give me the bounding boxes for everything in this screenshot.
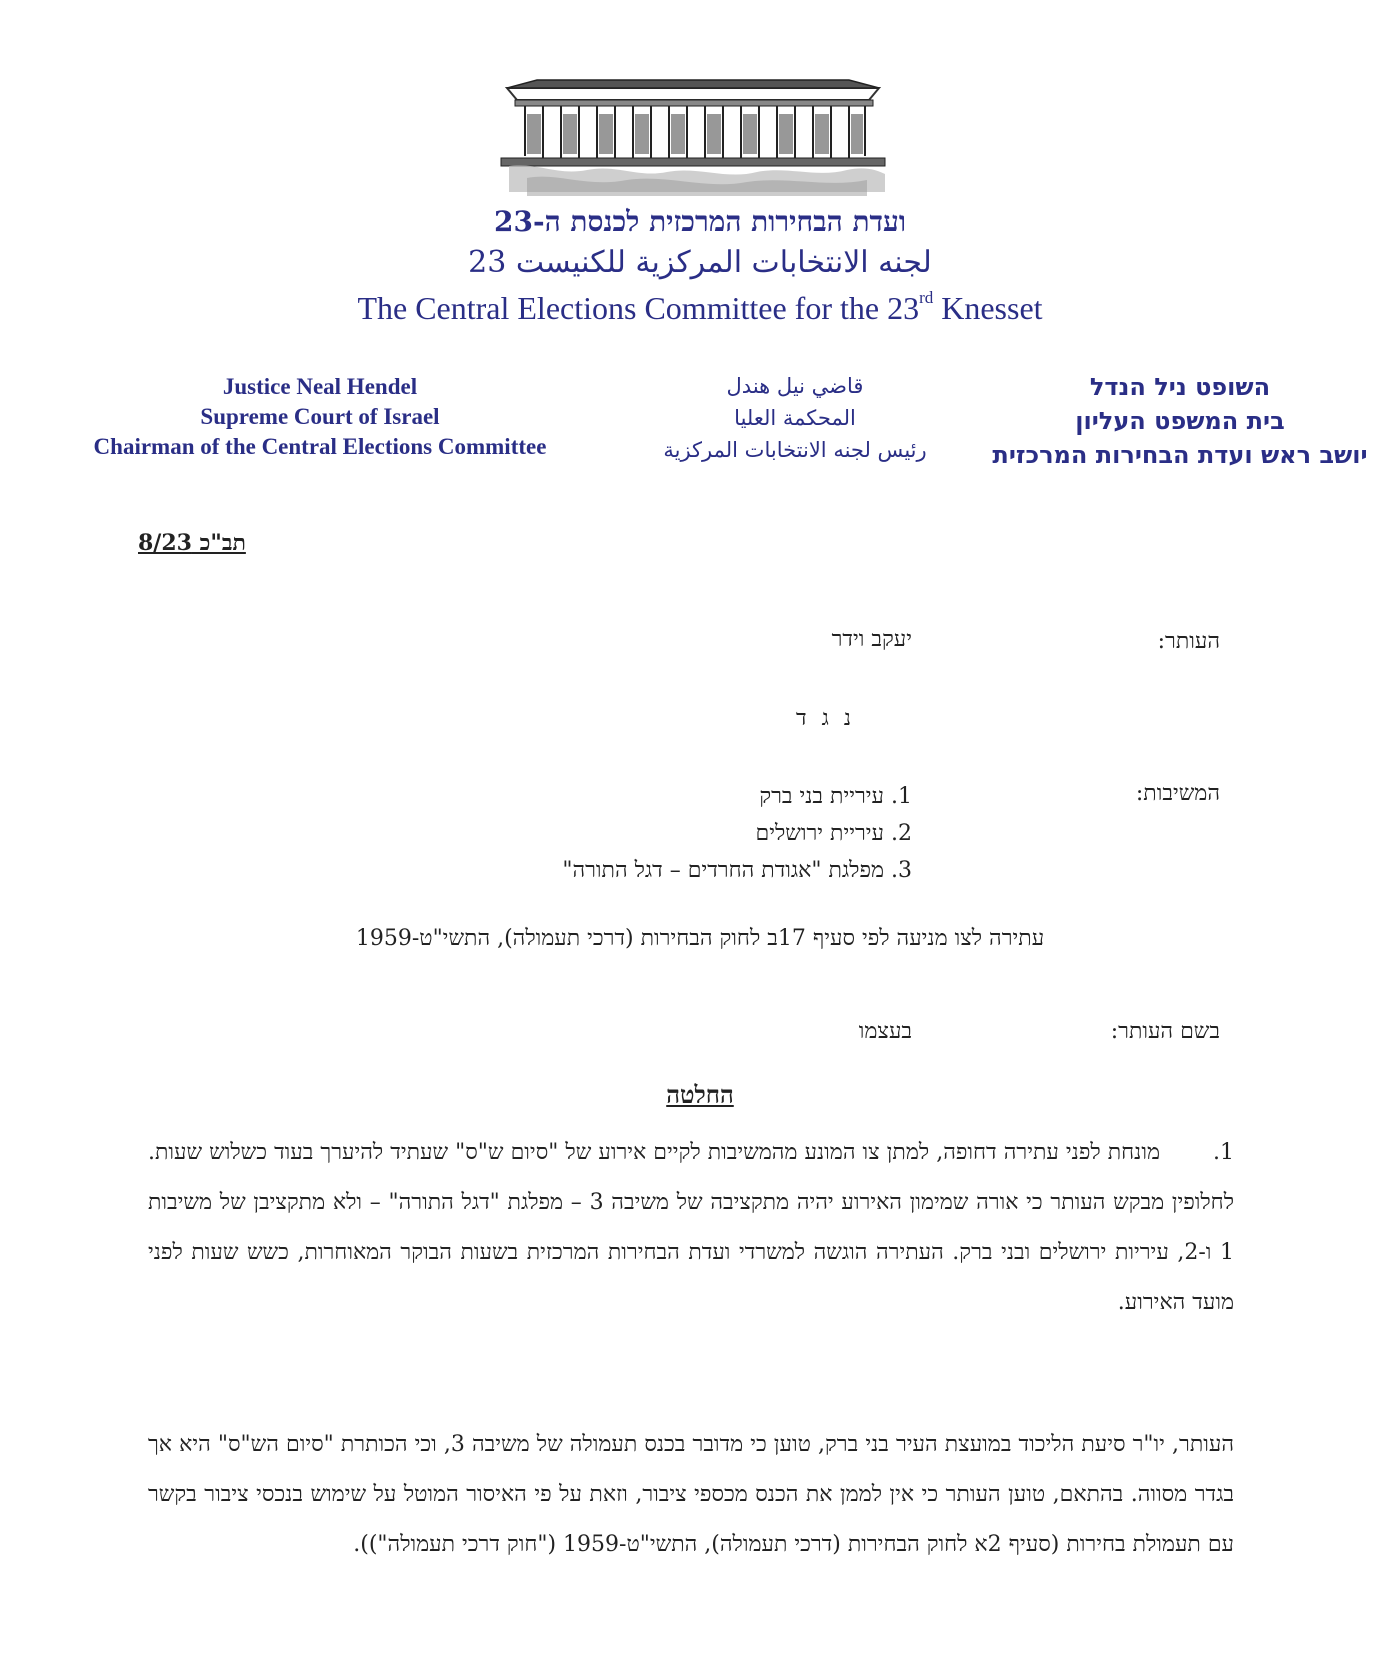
judge-hebrew-block — [970, 370, 1390, 472]
respondent-item: 1. עיריית בני ברק — [759, 784, 912, 809]
judge-arabic-block — [620, 370, 970, 466]
respondent-item: 3. מפלגת "אגודת החרדים – דגל התורה" — [562, 858, 912, 883]
court-arabic: المحكمة العليا — [734, 406, 856, 430]
versus-label: נ ג ד — [796, 706, 855, 731]
chairman-hebrew: יושב ראש ועדת הבחירות המרכזית — [992, 441, 1368, 469]
paragraph-text: מונחת לפני עתירה דחופה, למתן צו המונע מהמשיבות לקיים אירוע של "סיום ש"ס" שעתיד להיערך בעוד כשלוש שעות. לחלופין מבקש העותר כי אורה שמימון האירוע יהיה מתקציבה של משיבה 3 – מפלגת "דגל התורה" – ולא מתקציבן של משיבות 1 ו-2, עיריות ירושלים ובני ברק. העתירה הוגשה למשרדי ועדת הבחירות המרכזית בשעות הבוקר המאוחרות, כשש שעות לפני מועד האירוע. — [148, 1140, 1234, 1315]
case-number: תב"כ 8/23 — [138, 530, 246, 556]
court-hebrew: בית המשפט העליון — [1075, 407, 1285, 435]
respondent-item: 2. עיריית ירושלים — [755, 821, 912, 846]
chairman-english: Chairman of the Central Elections Committee — [93, 434, 547, 459]
paragraph-text: העותר, יו"ר סיעת הליכוד במועצת העיר בני ברק, טוען כי מדובר בכנס תעמולה של משיבה 3, וכי הכותרת "סיום הש"ס" היא אך בגדר מסווה. בהתאם, טוען העותר כי אין לממן את הכנס מכספי ציבור, וזאת על פי האיסור המוטל על שימוש בנכסי ציבור בקשר עם תעמולת בחירות (סעיף 2א לחוק הבחירות (דרכי תעמולה), התשי"ט-1959 ("חוק דרכי תעמולה")). — [148, 1432, 1234, 1557]
petition-subject: עתירה לצו מניעה לפי סעיף 17ב לחוק הבחירות (דרכי תעמולה), התשי"ט-1959 — [355, 926, 1045, 951]
decision-title: החלטה — [666, 1080, 734, 1109]
chairman-arabic: رئيس لجنه الانتخابات المركزية — [663, 438, 927, 462]
respondents-list — [562, 778, 912, 889]
header-arabic-title: لجنه الانتخابات المركزية للكنيست 23 — [468, 245, 932, 280]
judge-english-block — [20, 372, 620, 462]
header-english-title: The Central Elections Committee for the 23rd Knesset — [357, 288, 1043, 326]
petitioner-value: יעקב וידר — [831, 627, 912, 652]
paragraph-number: 1. — [1213, 1140, 1234, 1165]
petitioner-label: העותר: — [1157, 629, 1220, 654]
judge-name-english: Justice Neal Hendel — [222, 374, 418, 399]
knesset-building-logo — [497, 66, 889, 200]
judge-name-arabic: قاضي نيل هندل — [726, 374, 864, 398]
counsel-label: בשם העותר: — [1110, 1019, 1220, 1044]
respondents-label: המשיבות: — [1135, 781, 1220, 806]
judge-name-hebrew: השופט ניל הנדל — [1089, 373, 1271, 401]
court-english: Supreme Court of Israel — [200, 404, 440, 429]
decision-paragraph-1 — [148, 1128, 1234, 1328]
header-hebrew-title: ועדת הבחירות המרכזית לכנסת ה-23 — [493, 205, 906, 238]
counsel-value: בעצמו — [858, 1019, 912, 1044]
decision-paragraph-2 — [148, 1420, 1234, 1570]
